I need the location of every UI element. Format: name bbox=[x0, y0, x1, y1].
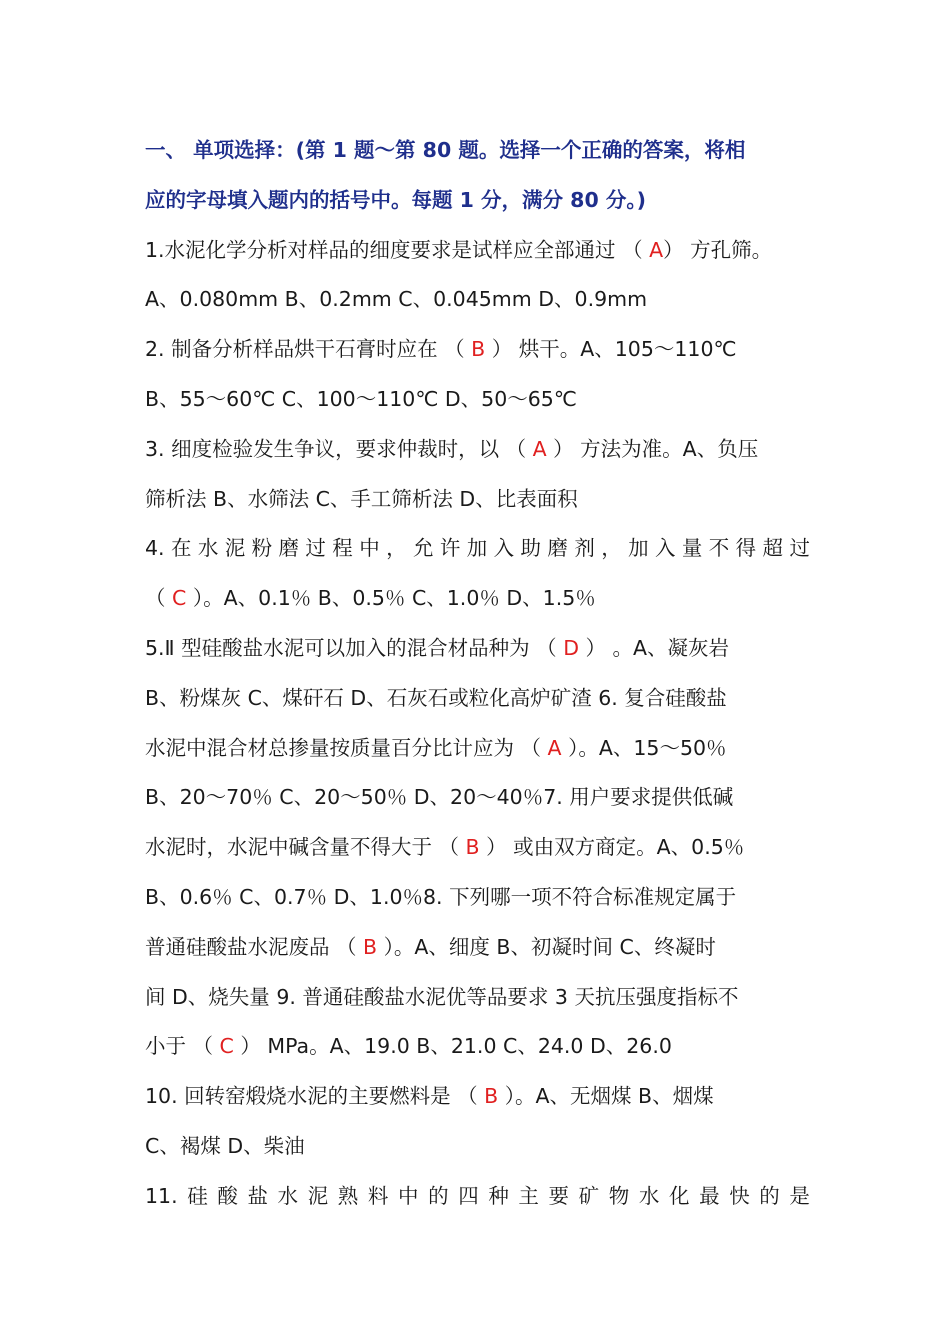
question-text-glyph: 是 bbox=[789, 1183, 810, 1208]
question-text-glyph: 4. bbox=[145, 536, 165, 561]
question-line bbox=[145, 823, 810, 873]
question-text-glyph: 的 bbox=[428, 1183, 449, 1208]
question-text: 1.水泥化学分析对样品的细度要求是试样应全部通过 （ bbox=[145, 237, 650, 262]
question-text: ） 烘干。A、105～110℃ bbox=[485, 337, 737, 362]
question-text-glyph: 物 bbox=[608, 1183, 630, 1208]
question-text: 小于 （ bbox=[145, 1034, 220, 1059]
question-text-glyph: 磨 bbox=[278, 536, 300, 561]
question-text-glyph: 得 bbox=[735, 536, 757, 561]
question-text: 3. 细度检验发生争议，要求仲裁时，以 （ bbox=[145, 436, 533, 461]
question-text: 10. 回转窑煅烧水泥的主要燃料是 （ bbox=[145, 1084, 485, 1109]
question-text: ） 。A、凝灰岩 bbox=[579, 635, 730, 660]
question-text: ）。A、细度 B、初凝时间 C、终凝时 bbox=[377, 934, 716, 959]
question-text: 2. 制备分析样品烘干石膏时应在 （ bbox=[145, 337, 472, 362]
question-text: 水泥中混合材总掺量按质量百分比计应为 （ bbox=[145, 735, 548, 760]
question-text-glyph: 加 bbox=[466, 536, 488, 561]
question-line bbox=[145, 574, 810, 624]
question-text-glyph: 磨 bbox=[547, 536, 568, 561]
question-text: ）。A、无烟煤 B、烟煤 bbox=[498, 1084, 714, 1109]
question-text-glyph: 中 bbox=[359, 536, 380, 561]
question-text-glyph: 要 bbox=[548, 1183, 570, 1208]
question-line bbox=[145, 1172, 810, 1222]
question-text-glyph: 料 bbox=[367, 1183, 389, 1208]
question-line bbox=[145, 325, 810, 375]
question-text-glyph: 过 bbox=[305, 536, 326, 561]
question-text-glyph: 矿 bbox=[578, 1183, 600, 1208]
question-line: 筛析法 B、水筛法 C、手工筛析法 D、比表面积 bbox=[145, 486, 578, 511]
question-text-glyph: 种 bbox=[488, 1183, 509, 1208]
question-text-glyph: 泥 bbox=[307, 1183, 329, 1208]
question-line: A、0.080mm B、0.2mm C、0.045mm D、0.9mm bbox=[145, 287, 648, 312]
answer-letter: A bbox=[649, 237, 664, 262]
question-line bbox=[145, 1022, 810, 1072]
question-text-glyph: 盐 bbox=[247, 1183, 268, 1208]
question-text-glyph: 最 bbox=[699, 1183, 720, 1208]
answer-letter: A bbox=[532, 436, 547, 461]
question-text: ）。A、0.1％ B、0.5％ C、1.0％ D、1.5％ bbox=[186, 586, 596, 611]
question-text-glyph: 粉 bbox=[251, 536, 273, 561]
question-text-glyph: 中 bbox=[397, 1183, 419, 1208]
question-text-glyph: 剂 bbox=[574, 536, 595, 561]
question-text: 水泥时，水泥中碱含量不得大于 （ bbox=[145, 835, 466, 860]
question-text-glyph: ， bbox=[601, 536, 622, 561]
question-text-glyph: 入 bbox=[654, 536, 676, 561]
question-line: B、20～70％ C、20～50％ D、20～40％7. 用户要求提供低碱 bbox=[145, 785, 734, 810]
question-text: 普通硅酸盐水泥废品 （ bbox=[145, 934, 364, 959]
question-text: ） MPa。A、19.0 B、21.0 C、24.0 D、26.0 bbox=[233, 1034, 672, 1059]
question-text-glyph: 量 bbox=[681, 536, 703, 561]
question-text-glyph: 的 bbox=[759, 1183, 780, 1208]
question-text-glyph: 加 bbox=[628, 536, 649, 561]
answer-letter: B bbox=[471, 337, 486, 362]
question-text-glyph: 硅 bbox=[187, 1183, 208, 1208]
question-line: B、55～60℃ C、100～110℃ D、50～65℃ bbox=[145, 386, 577, 411]
question-text: 5.Ⅱ 型硅酸盐水泥可以加入的混合材品种为 （ bbox=[145, 635, 564, 660]
question-text-glyph: 程 bbox=[332, 536, 353, 561]
question-text: （ bbox=[145, 586, 173, 611]
question-line bbox=[145, 923, 810, 973]
question-text-glyph: 主 bbox=[518, 1183, 539, 1208]
question-line bbox=[145, 524, 810, 574]
question-text-glyph: 泥 bbox=[224, 536, 246, 561]
question-text-glyph: 四 bbox=[458, 1183, 479, 1208]
question-text: ） 方孔筛。 bbox=[663, 237, 773, 262]
question-text-glyph: 水 bbox=[638, 1183, 660, 1208]
section-heading-line: 一、 单项选择：(第 1 题～第 80 题。选择一个正确的答案，将相 bbox=[145, 138, 746, 162]
question-line bbox=[145, 1072, 810, 1122]
document-body bbox=[145, 126, 810, 1222]
question-text-glyph: 快 bbox=[729, 1183, 750, 1208]
question-text-glyph: 允 bbox=[412, 536, 434, 561]
question-text-glyph: 11. bbox=[145, 1183, 178, 1208]
question-text-glyph: 超 bbox=[762, 536, 784, 561]
answer-letter: D bbox=[563, 635, 579, 660]
answer-letter: B bbox=[363, 934, 378, 959]
answer-letter: B bbox=[465, 835, 480, 860]
question-text-glyph: 水 bbox=[197, 536, 219, 561]
question-text-glyph: 过 bbox=[789, 536, 810, 561]
question-text-glyph: 酸 bbox=[217, 1183, 238, 1208]
question-line: B、粉煤灰 C、煤矸石 D、石灰石或粒化高炉矿渣 6. 复合硅酸盐 bbox=[145, 685, 727, 710]
question-text-glyph: 不 bbox=[708, 536, 730, 561]
question-text-glyph: 助 bbox=[520, 536, 542, 561]
question-line: C、褐煤 D、柴油 bbox=[145, 1133, 305, 1158]
question-text-glyph: 水 bbox=[277, 1183, 299, 1208]
question-line: 间 D、烧失量 9. 普通硅酸盐水泥优等品要求 3 天抗压强度指标不 bbox=[145, 984, 739, 1009]
question-line bbox=[145, 724, 810, 774]
question-text-glyph: 熟 bbox=[337, 1183, 359, 1208]
question-line bbox=[145, 226, 810, 276]
question-text: ） 方法为准。A、负压 bbox=[546, 436, 759, 461]
question-line: B、0.6％ C、0.7％ D、1.0％8. 下列哪一项不符合标准规定属于 bbox=[145, 884, 737, 909]
question-text: ）。A、15～50％ bbox=[561, 735, 727, 760]
section-heading-line: 应的字母填入题内的括号中。每题 1 分，满分 80 分。) bbox=[145, 187, 646, 212]
answer-letter: C bbox=[172, 586, 187, 611]
question-text-glyph: 入 bbox=[493, 536, 515, 561]
answer-letter: A bbox=[547, 735, 562, 760]
answer-letter: C bbox=[219, 1034, 234, 1059]
question-line bbox=[145, 425, 810, 475]
answer-letter: B bbox=[484, 1084, 499, 1109]
question-text-glyph: 许 bbox=[439, 536, 461, 561]
question-line bbox=[145, 624, 810, 674]
question-text: ） 或由双方商定。A、0.5％ bbox=[479, 835, 745, 860]
question-text-glyph: 化 bbox=[668, 1183, 690, 1208]
question-text-glyph: 在 bbox=[170, 536, 192, 561]
question-text-glyph: ， bbox=[386, 536, 407, 561]
